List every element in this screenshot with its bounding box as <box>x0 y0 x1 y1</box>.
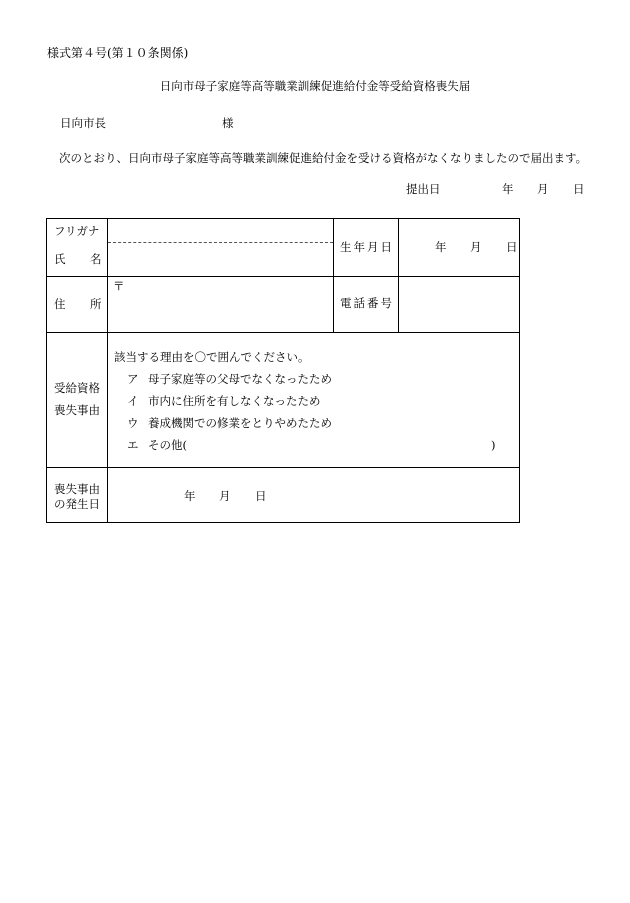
postal-mark: 〒 <box>113 279 125 293</box>
middle-column-divider <box>333 219 334 332</box>
reason-label-first: 受給資格 <box>54 381 100 395</box>
form-number: 様式第４号(第１０条関係) <box>47 46 189 60</box>
reason-option-text: 養成機関での修業をとりやめたため <box>148 416 332 430</box>
form-table <box>46 218 520 523</box>
reason-option-mark: ウ <box>127 416 139 430</box>
reason-option-mark: エ <box>127 438 139 452</box>
row-divider <box>47 276 519 277</box>
submission-month: 月 <box>537 182 549 196</box>
occurrence-month: 月 <box>219 489 231 503</box>
form-title: 日向市母子家庭等高等職業訓練促進給付金等受給資格喪失届 <box>159 79 471 93</box>
addressee: 日向市長 <box>60 116 106 130</box>
occurrence-label-first: 喪失事由 <box>54 482 100 496</box>
reason-instruction: 該当する理由を〇で囲んでください。 <box>114 350 310 364</box>
row-divider <box>47 332 519 333</box>
submission-day: 日 <box>573 182 585 196</box>
reason-option-text: その他( <box>148 438 187 452</box>
birthdate-label: 生年月日 <box>340 240 394 254</box>
address-label-second: 所 <box>90 297 102 311</box>
statement-text: 次のとおり、日向市母子家庭等高等職業訓練促進給付金を受ける資格がなくなりましたので届出ます。 <box>59 151 588 165</box>
addressee-honorific: 様 <box>222 116 234 130</box>
submission-date-label: 提出日 <box>406 182 441 196</box>
name-label-second: 名 <box>90 252 102 266</box>
occurrence-year: 年 <box>184 489 196 503</box>
submission-date-line <box>406 182 586 196</box>
birth-day: 日 <box>506 240 518 254</box>
label-column-divider <box>107 219 108 522</box>
occurrence-day: 日 <box>255 489 267 503</box>
birth-month: 月 <box>470 240 482 254</box>
reason-option-mark: ア <box>127 372 139 386</box>
reason-option-text: 市内に住所を有しなくなったため <box>148 394 321 408</box>
name-label-first: 氏 <box>54 252 66 266</box>
right-column-divider <box>398 219 399 332</box>
furigana-label: フリガナ <box>54 224 100 238</box>
address-label-first: 住 <box>54 297 66 311</box>
furigana-divider <box>108 242 333 243</box>
other-close-paren: ) <box>491 438 496 452</box>
phone-label: 電話番号 <box>340 296 394 310</box>
reason-label-second: 喪失事由 <box>54 403 100 417</box>
birth-year: 年 <box>435 240 447 254</box>
row-divider <box>47 467 519 468</box>
submission-year: 年 <box>502 182 514 196</box>
reason-option-mark: イ <box>127 394 139 408</box>
occurrence-label-second: の発生日 <box>54 497 100 511</box>
reason-option-text: 母子家庭等の父母でなくなったため <box>148 372 332 386</box>
